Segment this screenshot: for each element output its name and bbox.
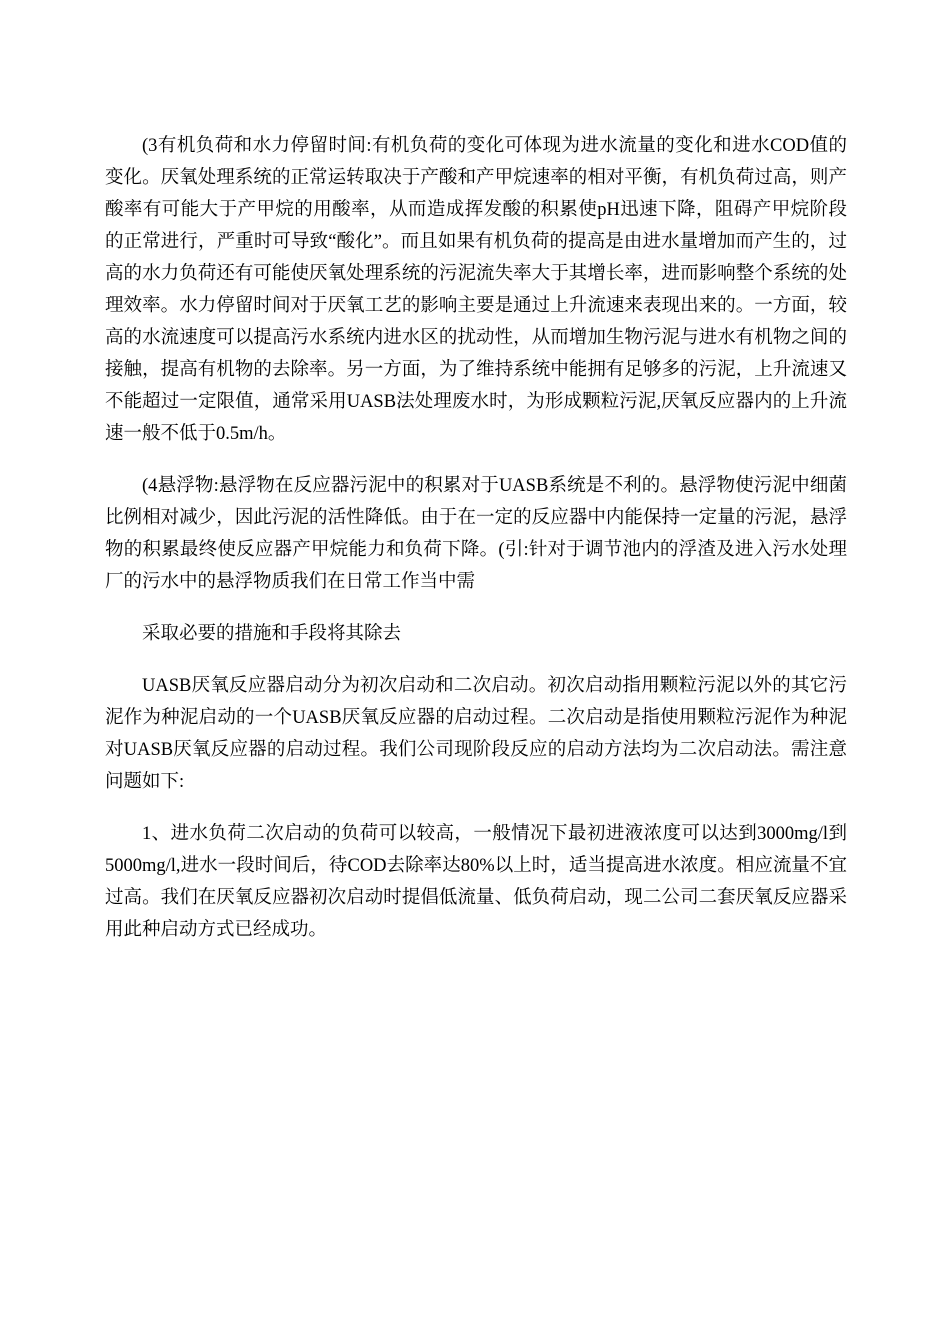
paragraph-removal-measures: 采取必要的措施和手段将其除去 <box>142 624 402 644</box>
paragraph-suspended-solids: (4悬浮物:悬浮物在反应器污泥中的积累对于UASB系统是不利的。悬浮物使污泥中细菌比例相对减少，因此污泥的活性降低。由于在一定的反应器中内能保持一定量的污泥，悬浮物的积累最终使反应器产甲烷能力和负荷下降。(引:针对于调节池内的浮渣及进入污水处理厂的污水中的悬浮物质我们在日常工作当中需 <box>105 476 847 592</box>
paragraph-organic-load: (3有机负荷和水力停留时间:有机负荷的变化可体现为进水流量的变化和进水COD值的变化。厌氧处理系统的正常运转取决于产酸和产甲烷速率的相对平衡，有机负荷过高，则产酸率有可能大于产甲烷的用酸率，从而造成挥发酸的积累使pH迅速下降，阻碍产甲烷阶段的正常进行，严重时可导致“酸化”。而且如果有机负荷的提高是由进水量增加而产生的，过高的水力负荷还有可能使厌氧处理系统的污泥流失率大于其增长率，进而影响整个系统的处理效率。水力停留时间对于厌氧工艺的影响主要是通过上升流速来表现出来的。一方面，较高的水流速度可以提高污水系统内进水区的扰动性，从而增加生物污泥与进水有机物之间的接触，提高有机物的去除率。另一方面，为了维持系统中能拥有足够多的污泥，上升流速又不能超过一定限值，通常采用UASB法处理废水时，为形成颗粒污泥,厌氧反应器内的上升流速一般不低于0.5m/h。 <box>105 136 847 444</box>
paragraph-uasb-startup: UASB厌氧反应器启动分为初次启动和二次启动。初次启动指用颗粒污泥以外的其它污泥作为种泥启动的一个UASB厌氧反应器的启动过程。二次启动是指使用颗粒污泥作为种泥对UASB厌氧反应器的启动过程。我们公司现阶段反应的启动方法均为二次启动法。需注意问题如下: <box>105 676 847 792</box>
paragraph-influent-load: 1、进水负荷二次启动的负荷可以较高，一般情况下最初进液浓度可以达到3000mg/l到5000mg/l,进水一段时间后，待COD去除率达80%以上时，适当提高进水浓度。相应流量不宜过高。我们在厌氧反应器初次启动时提倡低流量、低负荷启动，现二公司二套厌氧反应器采用此种启动方式已经成功。 <box>105 824 847 940</box>
document-body <box>105 130 847 966</box>
